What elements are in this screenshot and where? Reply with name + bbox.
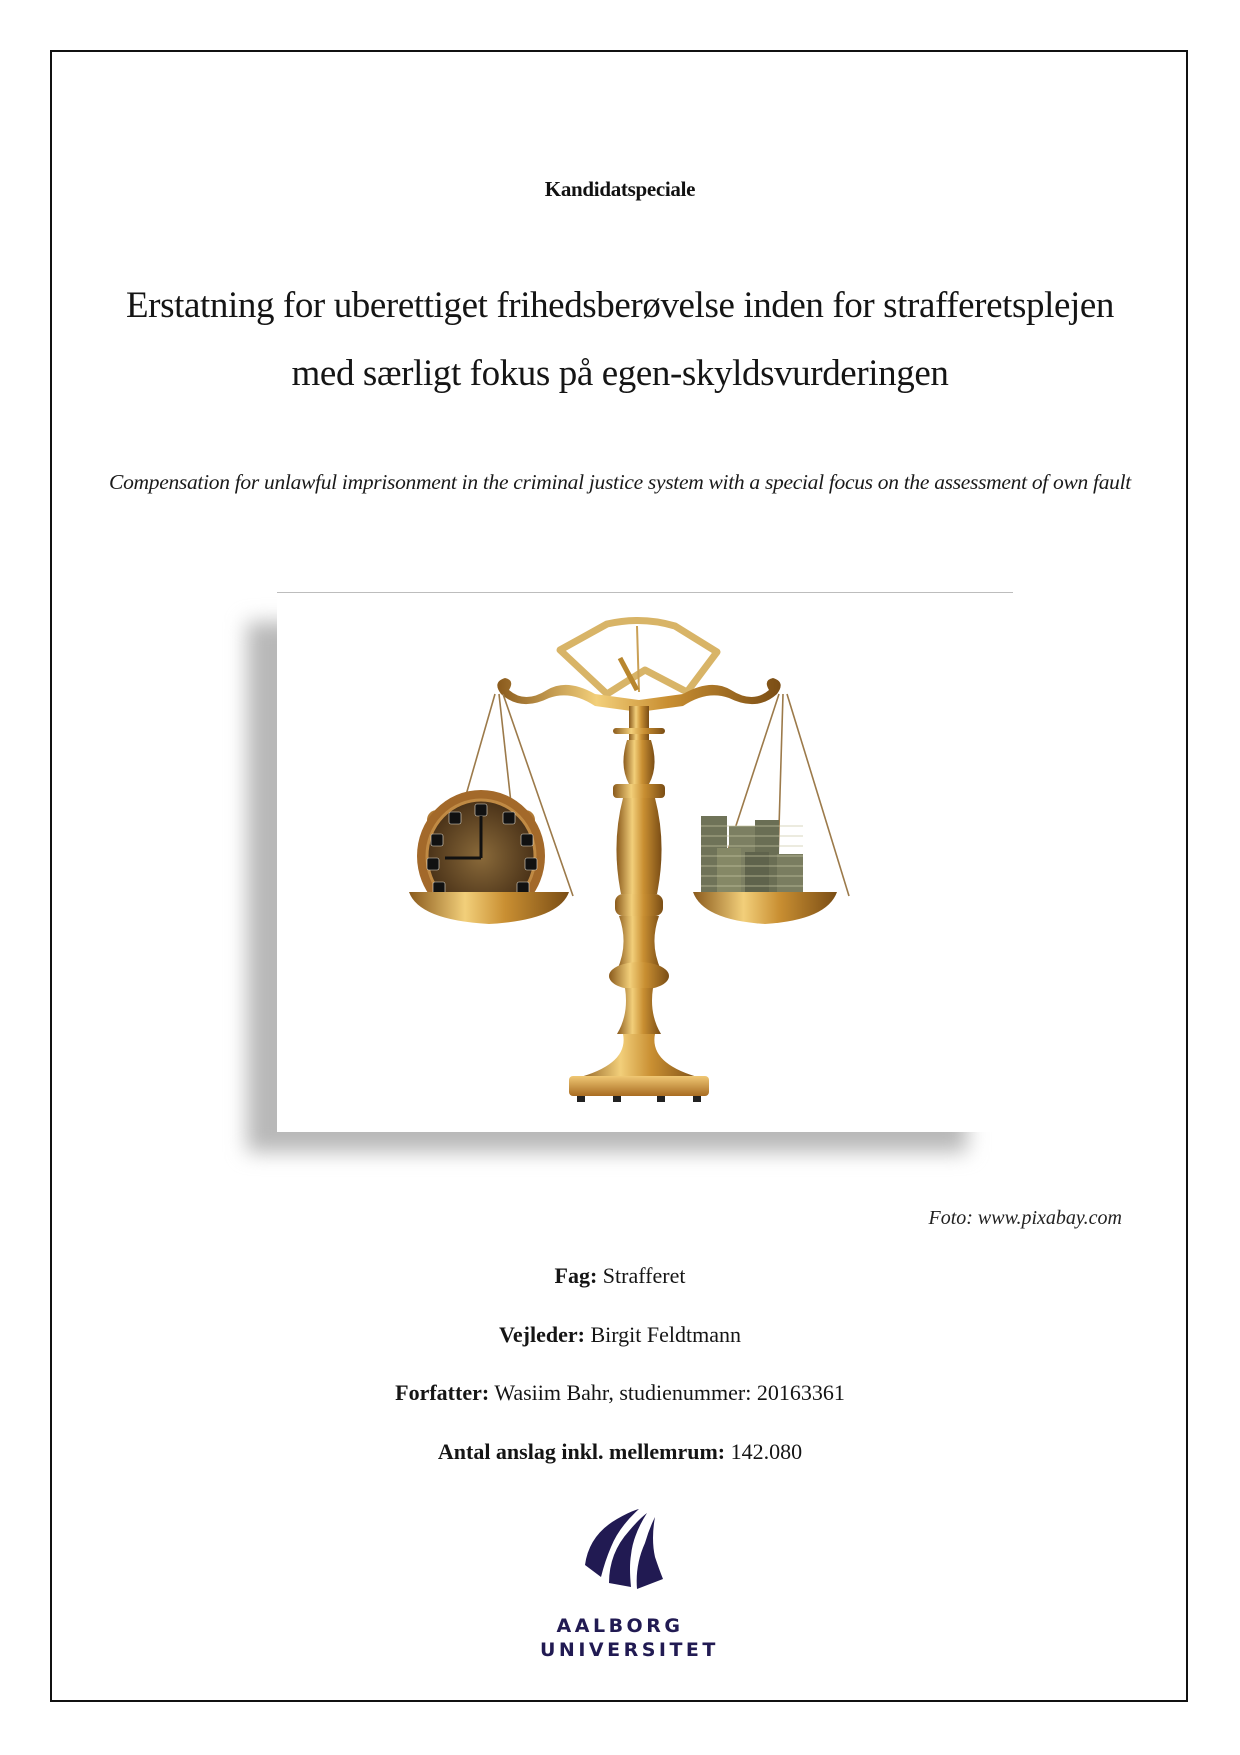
photo-credit: Foto: www.pixabay.com <box>928 1207 1122 1229</box>
document-type-label: Kandidatspeciale <box>544 177 696 201</box>
title-line-1: Erstatning for uberettiget frihedsberøvelse inden for strafferetsplejen <box>125 285 1115 326</box>
meta-subject-value: Strafferet <box>602 1263 686 1288</box>
coin-stacks-icon <box>701 816 803 894</box>
meta-subject <box>0 1263 1240 1289</box>
meta-character-count-label: Antal anslag inkl. mellemrum: <box>437 1439 726 1464</box>
logo-text-line-1: AALBORG <box>556 1615 684 1637</box>
aau-wave-mark-icon <box>575 1505 665 1595</box>
meta-supervisor <box>0 1322 1240 1348</box>
figure-top-rule <box>277 592 1013 593</box>
meta-subject-label: Fag: <box>554 1263 598 1288</box>
scale-photo <box>277 594 1013 1132</box>
meta-character-count <box>0 1439 1240 1465</box>
balance-scale-icon <box>277 594 1013 1132</box>
meta-supervisor-label: Vejleder: <box>499 1322 585 1347</box>
meta-author <box>0 1380 1240 1406</box>
aalborg-university-logo <box>540 1505 719 1665</box>
title-line-2: med særligt fokus på egen-skyldsvurderingen <box>291 353 949 394</box>
meta-supervisor-value: Birgit Feldtmann <box>590 1322 741 1347</box>
meta-character-count-value: 142.080 <box>730 1439 803 1464</box>
meta-author-value: Wasiim Bahr, studienummer: 20163361 <box>494 1380 845 1405</box>
page-title <box>0 272 1240 408</box>
cover-figure <box>277 592 1013 1132</box>
logo-text-line-2: UNIVERSITET <box>540 1639 719 1661</box>
meta-author-label: Forfatter: <box>395 1380 490 1405</box>
english-subtitle: Compensation for unlawful imprisonment in the criminal justice system with a special focus on the assessment of own fault <box>109 470 1131 494</box>
